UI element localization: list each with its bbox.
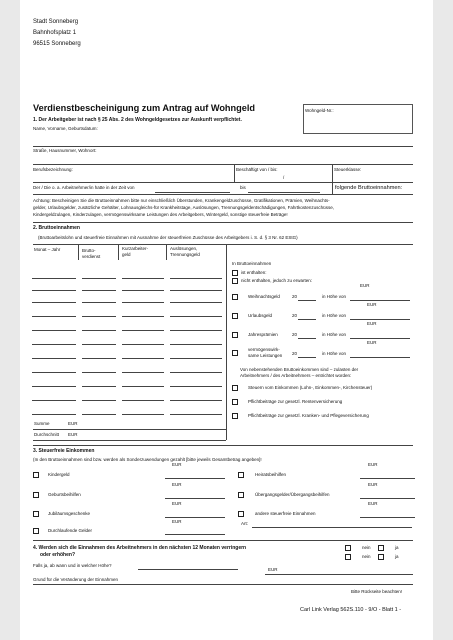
vermoegenswirksame-label-1: vermögenswirk-: [248, 347, 280, 352]
name-line[interactable]: [33, 146, 413, 147]
durchschnitt-eur: EUR: [68, 432, 78, 437]
uebergangsgelder-amount-line[interactable]: [360, 498, 415, 499]
col-kurz-1: Kurzarbeiter-: [122, 246, 149, 251]
eur-label: EUR: [172, 501, 182, 506]
weihnachtsgeld-hoehe: in Höhe von: [322, 294, 347, 299]
month-row[interactable]: [32, 270, 222, 279]
heiratsbeihilfen-label: Heiratsbeihilfen: [255, 472, 287, 477]
section1-heading: 1. Der Arbeitgeber ist nach § 25 Abs. 2 des Wohngeldgesetzes zur Auskunft verpflichtet.: [33, 117, 242, 123]
taxclass-label: Steuerklasse:: [334, 167, 362, 172]
col-month: Monat – Jahr: [34, 247, 61, 252]
change-reason-label: Grund für die Veränderung der Einnahmen: [33, 577, 119, 582]
gross-text: folgende Bruttoeinnahmen:: [335, 185, 403, 191]
krankenversicherung-label: Pflichtbeiträge zur gesetzl. Kranken- und Pflegeversicherung: [248, 413, 369, 418]
month-row[interactable]: [32, 350, 222, 359]
month-row[interactable]: [32, 308, 222, 317]
ja-label-2: ja: [395, 554, 399, 559]
vermoegenswirksame-hoehe: in Höhe von: [322, 351, 347, 356]
change-when-line[interactable]: [138, 569, 238, 570]
separator: [33, 222, 413, 223]
eur-label: EUR: [367, 302, 377, 307]
month-row[interactable]: [32, 406, 222, 415]
change-eur: EUR: [268, 567, 278, 572]
andere-einnahmen-amount-line[interactable]: [360, 517, 415, 518]
weihnachtsgeld-label: Weihnachtsgeld: [248, 294, 280, 299]
eur-label: EUR: [368, 462, 378, 467]
heiratsbeihilfen-amount-line[interactable]: [360, 478, 415, 479]
urlaubsgeld-amount-line[interactable]: [350, 319, 410, 320]
address-line-2: Bahnhofsplatz 1: [33, 30, 77, 36]
summe-label: Summe: [34, 421, 50, 426]
section2-heading: 2. Bruttoeinnahmen: [33, 225, 80, 231]
eur-label: EUR: [367, 340, 377, 345]
change-when-label: Falls ja, ab wann und in welcher Höhe?: [33, 563, 112, 568]
durchlaufende-gelder-amount-line[interactable]: [165, 534, 225, 535]
employed-separator: /: [283, 175, 285, 180]
kindergeld-amount-line[interactable]: [165, 478, 225, 479]
geburtsbeihilfen-label: Geburtsbeihilfen: [48, 492, 81, 497]
jubilaeumsgeschenke-amount-line[interactable]: [165, 517, 225, 518]
vermoegenswirksame-amount-line[interactable]: [350, 357, 410, 358]
month-row[interactable]: [32, 336, 222, 345]
weihnachtsgeld-amount-line[interactable]: [350, 300, 410, 301]
note-line-1: Achtung: Bescheinigen Sie die Bruttoeinnahmen bitte nur einschließlich Überstunden, Krankengeldzuschüsse, Gratifikationen, Prämien, Weihnachts-: [33, 198, 330, 203]
weihnachtsgeld-checkbox[interactable]: [232, 294, 238, 300]
krankenversicherung-checkbox[interactable]: [232, 413, 238, 419]
col-brutto-1: Brutto-: [82, 248, 96, 253]
separator: [33, 540, 413, 541]
eur-label: EUR: [367, 321, 377, 326]
jahrespraemien-year-line[interactable]: [298, 338, 316, 339]
col-kurz-2: geld: [122, 252, 131, 257]
durchlaufende-gelder-checkbox[interactable]: [33, 528, 39, 534]
kindergeld-checkbox[interactable]: [33, 472, 39, 478]
vermoegenswirksame-checkbox[interactable]: [232, 350, 238, 356]
employed-label: Beschäftigt von / bis:: [236, 167, 278, 172]
vermoegenswirksame-year-line[interactable]: [298, 357, 316, 358]
eur-label: EUR: [172, 482, 182, 487]
page-title: Verdienstbescheinigung zum Antrag auf Wohngeld: [33, 103, 256, 113]
jubilaeumsgeschenke-label: Jubiläumsgeschenke: [48, 511, 91, 516]
in-brutto-label: In Bruttoeinnahmen: [232, 261, 272, 266]
eur-label: EUR: [368, 501, 378, 506]
weihnachtsgeld-year-line[interactable]: [298, 300, 316, 301]
section2-sub: (Bruttoarbeitslohn und steuerfreie Einnahmen mit Ausnahme der steuerfreien Zuschüsse des Arbeitgebers i. S. d. § 3 Nr. 62 EStG): [38, 235, 298, 240]
table-top: [33, 244, 413, 245]
street-line[interactable]: [33, 164, 413, 165]
nein-label: nein: [362, 545, 371, 550]
art-label: Art:: [241, 521, 249, 526]
month-row[interactable]: [32, 378, 222, 387]
geburtsbeihilfen-amount-line[interactable]: [165, 498, 225, 499]
col-ausl-1: Auslösungen,: [170, 246, 198, 251]
col-divider: [166, 244, 167, 260]
ist-enthalten-label: ist enthalten:: [241, 270, 267, 275]
eur-label: EUR: [360, 283, 370, 288]
month-row[interactable]: [32, 364, 222, 373]
change-reason-line[interactable]: [33, 584, 413, 585]
address-line-3: 96515 Sonneberg: [33, 41, 81, 47]
divider: [332, 165, 333, 182]
address-line-1: Stadt Sonneberg: [33, 19, 79, 25]
deduct-text-2: Arbeitnehmers / des Arbeitnehmers – entrichtet worden:: [240, 373, 352, 378]
art-line[interactable]: [252, 527, 412, 528]
kindergeld-label: Kindergeld: [48, 472, 70, 477]
period-from-line[interactable]: [155, 192, 230, 193]
weihnachtsgeld-year: 20: [292, 294, 298, 299]
separator: [33, 445, 413, 446]
footer-publisher: Carl Link Verlag 562S.110 - 9/O - Blatt 1 -: [300, 607, 402, 613]
col-divider: [78, 244, 79, 260]
durchschnitt-line[interactable]: [33, 440, 226, 441]
jahrespraemien-label: Jahresprämien: [248, 332, 278, 337]
jahrespraemien-year: 20: [292, 332, 298, 337]
ja-label: ja: [395, 545, 399, 550]
footer-note: Bitte Rückseite beachten!: [351, 589, 403, 594]
durchlaufende-gelder-label: Durchlaufende Gelder: [48, 528, 93, 533]
col-divider: [118, 244, 119, 260]
nicht-enthalten-checkbox[interactable]: [232, 278, 238, 284]
urlaubsgeld-year: 20: [292, 313, 298, 318]
summe-line[interactable]: [33, 429, 226, 430]
eur-label: EUR: [172, 519, 182, 524]
month-row[interactable]: [32, 392, 222, 401]
steuern-checkbox[interactable]: [232, 385, 238, 391]
month-row[interactable]: [32, 282, 222, 291]
eur-label: EUR: [368, 482, 378, 487]
andere-einnahmen-checkbox[interactable]: [238, 511, 244, 517]
ist-enthalten-checkbox[interactable]: [232, 270, 238, 276]
note-line-3: Kindergeldzulagen, Kinderzulagen, vermögenswirksame Leistungen des Arbeitgebers, Wintergeld, sonstige steuerfreie Beträge!: [33, 212, 288, 217]
period-to-line[interactable]: [248, 192, 320, 193]
andere-einnahmen-label: andere steuerfreie Einnahmen: [255, 511, 316, 516]
ja-checkbox-2[interactable]: [378, 554, 384, 560]
ja-checkbox[interactable]: [378, 545, 384, 551]
section3-heading: 3. Steuerfreie Einkommen: [33, 448, 95, 454]
period-text: Der / Die o. a. Arbeitnehmer/in hatte in der Zeit von: [33, 185, 135, 190]
uebergangsgelder-label: Übergangsgelder/Übergangsbeihilfen: [255, 492, 330, 497]
divider: [234, 165, 235, 182]
geburtsbeihilfen-checkbox[interactable]: [33, 492, 39, 498]
col-brutto-2: verdienst: [82, 254, 101, 259]
form-page: [20, 0, 433, 640]
col-divider: [226, 244, 227, 440]
heiratsbeihilfen-checkbox[interactable]: [238, 472, 244, 478]
separator: [33, 194, 413, 195]
uebergangsgelder-checkbox[interactable]: [238, 492, 244, 498]
nicht-enthalten-label: nicht enthalten, jedoch zu erwarten:: [241, 278, 313, 283]
deduct-text-1: Von nebenstehenden Bruttoeinkommen sind – zulasten der: [240, 367, 359, 372]
steuern-label: Steuern vom Einkommen (Lohn-, Einkommen-, Kirchensteuer): [248, 385, 373, 390]
jahrespraemien-amount-line[interactable]: [350, 338, 410, 339]
section3-sub: (In den Bruttoeinnahmen sind bzw. werden als Sonderzuwendungen gezahlt [bitte jeweils Gesamtbetrag angeben]!: [33, 457, 262, 462]
job-label: Berufsbezeichnung:: [33, 167, 73, 172]
change-amount-line[interactable]: [265, 574, 413, 575]
divider: [332, 183, 333, 194]
eur-label: EUR: [172, 462, 182, 467]
nein-checkbox-2[interactable]: [345, 554, 351, 560]
col-ausl-2: Trennungsgeld: [170, 252, 200, 257]
month-row[interactable]: [32, 294, 222, 303]
urlaubsgeld-year-line[interactable]: [298, 319, 316, 320]
note-line-2: gelder, Urlaubsgelder, zusätzliche Gehälter, Lohnausgleichs-für Krankheitstage, Auslösungen, Trennungsgeldentschädigungen, Fahrtkostenzuschüsse,: [33, 205, 334, 210]
name-label: Name, Vorname, Geburtsdatum:: [33, 126, 98, 131]
summe-eur: EUR: [68, 421, 78, 426]
durchschnitt-label: Durchschnitt: [34, 432, 60, 437]
nein-label-2: nein: [362, 554, 371, 559]
jahrespraemien-hoehe: in Höhe von: [322, 332, 347, 337]
vermoegenswirksame-year: 20: [292, 351, 298, 356]
nein-checkbox[interactable]: [345, 545, 351, 551]
vermoegenswirksame-label-2: same Leistungen: [248, 353, 283, 358]
job-line[interactable]: [33, 182, 413, 183]
urlaubsgeld-checkbox[interactable]: [232, 313, 238, 319]
urlaubsgeld-label: Urlaubsgeld: [248, 313, 273, 318]
wohngeld-nr-label: Wohngeld-Nr.:: [305, 108, 334, 113]
rentenversicherung-label: Pflichtbeiträge zur gesetzl. Rentenversicherung: [248, 399, 343, 404]
jahrespraemien-checkbox[interactable]: [232, 332, 238, 338]
month-row[interactable]: [32, 322, 222, 331]
section4-heading-2: oder erhöhen?: [40, 552, 76, 558]
rentenversicherung-checkbox[interactable]: [232, 399, 238, 405]
jubilaeumsgeschenke-checkbox[interactable]: [33, 511, 39, 517]
section4-heading-1: 4. Werden sich die Einnahmen des Arbeitnehmers in den nächsten 12 Monaten verringern: [33, 545, 247, 551]
street-label: Straße, Hausnummer, Wohnort:: [33, 148, 97, 153]
urlaubsgeld-hoehe: in Höhe von: [322, 313, 347, 318]
period-bis: bis: [240, 185, 246, 190]
